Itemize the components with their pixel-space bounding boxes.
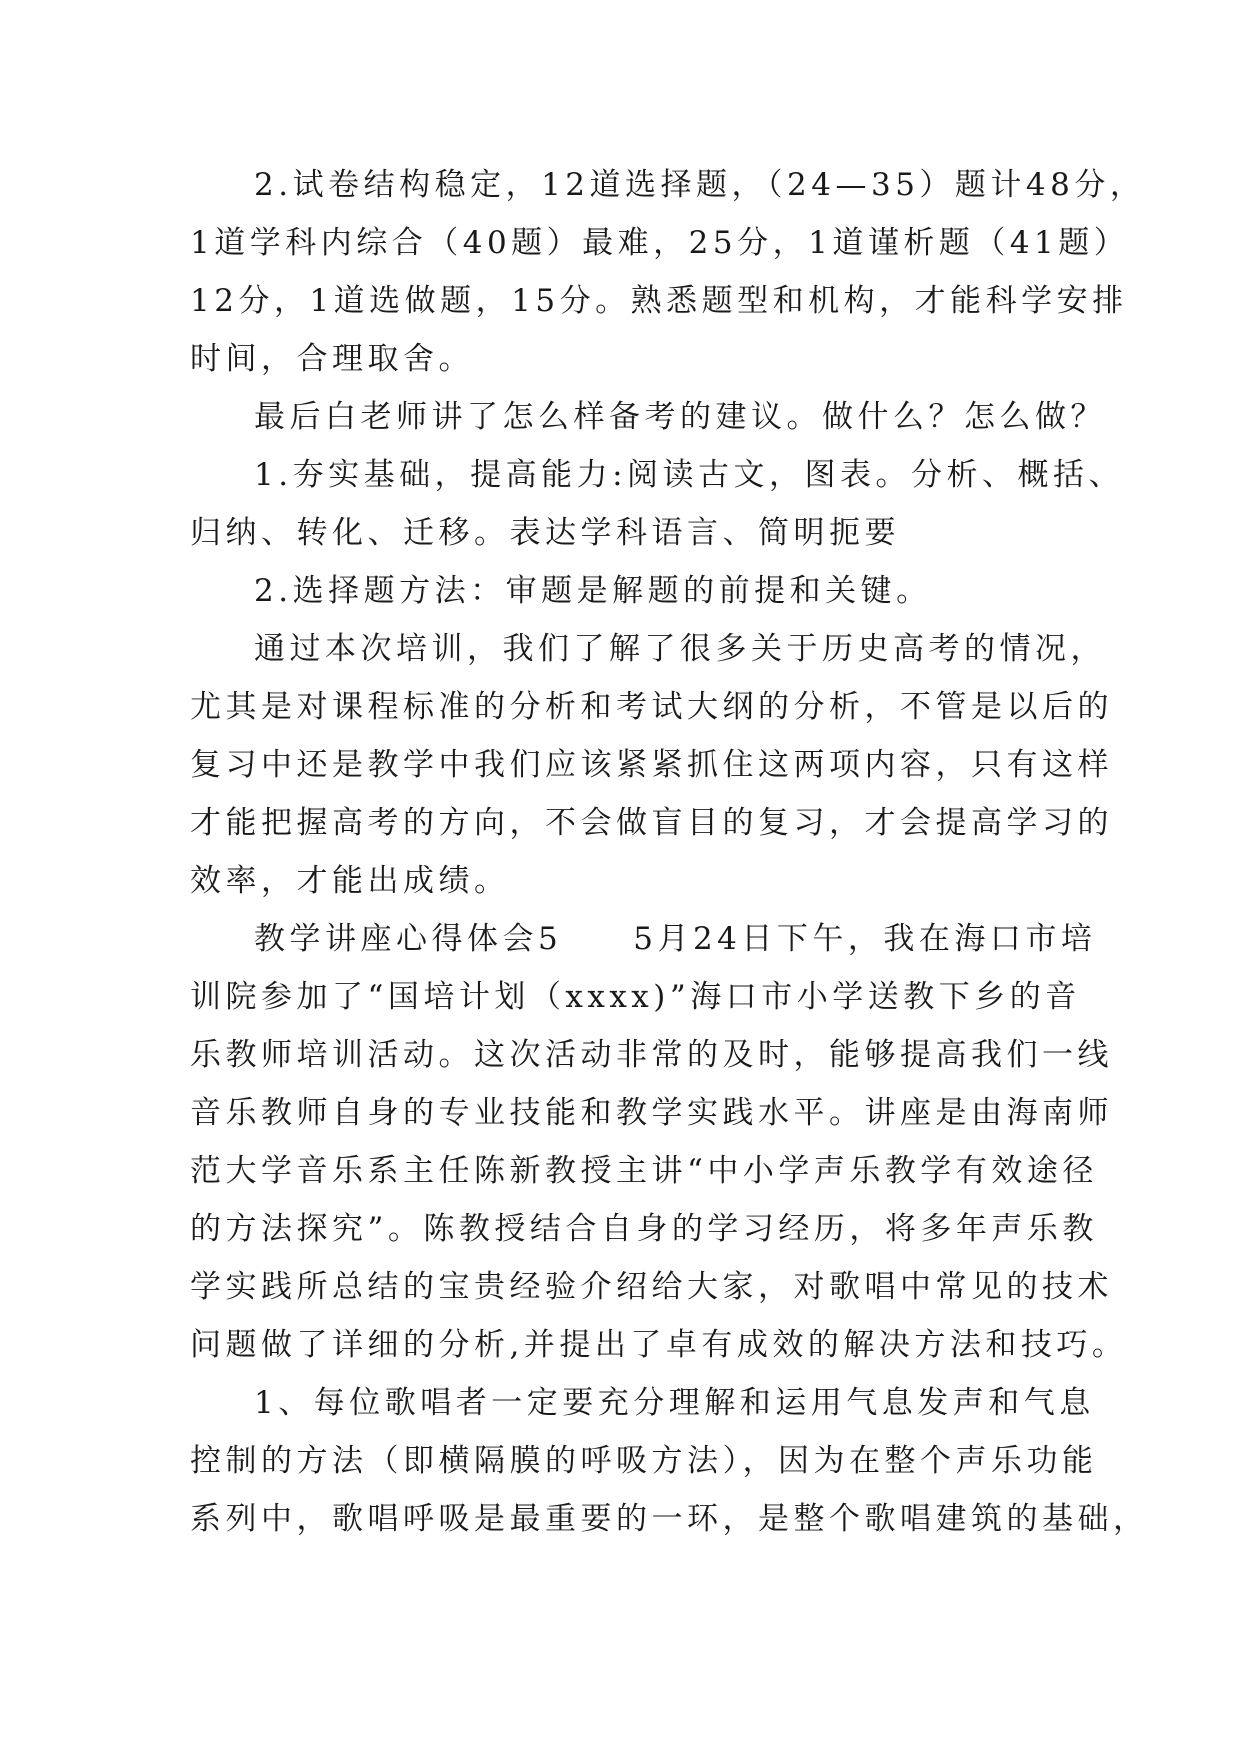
text-line: 1道学科内综合（40题）最难，25分，1道谨析题（41题） — [190, 225, 1130, 261]
text-line: 训院参加了“国培计划（xxxx)”海口市小学送教下乡的音 — [190, 979, 1081, 1015]
text-line: 12分，1道选做题，15分。熟悉题型和机构，才能科学安排 — [190, 283, 1128, 319]
text-line: 复习中还是教学中我们应该紧紧抓住这两项内容，只有这样 — [190, 747, 1113, 783]
text-line: 的方法探究”。陈教授结合自身的学习经历，将多年声乐教 — [190, 1211, 1098, 1247]
text-line: 1、每位歌唱者一定要充分理解和运用气息发声和气息 — [254, 1385, 1095, 1421]
text-line: 通过本次培训，我们了解了很多关于历史高考的情况， — [254, 631, 1106, 667]
text-line: 归纳、转化、迁移。表达学科语言、简明扼要 — [190, 515, 900, 551]
text-line: 教学讲座心得体会5 5月24日下午，我在海口市培 — [254, 921, 1097, 957]
text-line: 2.选择题方法：审题是解题的前提和关键。 — [254, 573, 932, 609]
text-line: 范大学音乐系主任陈新教授主讲“中小学声乐教学有效途径 — [190, 1153, 1098, 1189]
text-line: 尤其是对课程标准的分析和考试大纲的分析，不管是以后的 — [190, 689, 1113, 725]
text-line: 才能把握高考的方向，不会做盲目的复习，才会提高学习的 — [190, 805, 1113, 841]
text-line: 最后白老师讲了怎么样备考的建议。做什么？怎么做？ — [254, 399, 1106, 435]
text-line: 问题做了详细的分析,并提出了卓有成效的解决方法和技巧。 — [190, 1327, 1128, 1363]
text-line: 时间，合理取舍。 — [190, 341, 474, 377]
text-line: 1.夯实基础，提高能力:阅读古文，图表。分析、概括、 — [254, 457, 1125, 493]
text-line: 控制的方法（即横隔膜的呼吸方法），因为在整个声乐功能 — [190, 1443, 1098, 1479]
text-line: 乐教师培训活动。这次活动非常的及时，能够提高我们一线 — [190, 1037, 1113, 1073]
text-line: 音乐教师自身的专业技能和教学实践水平。讲座是由海南师 — [190, 1095, 1113, 1131]
text-line: 系列中，歌唱呼吸是最重要的一环，是整个歌唱建筑的基础， — [190, 1501, 1149, 1537]
text-line: 效率，才能出成绩。 — [190, 863, 510, 899]
text-line: 学实践所总结的宝贵经验介绍给大家，对歌唱中常见的技术 — [190, 1269, 1113, 1305]
text-line: 2.试卷结构稳定，12道选择题，（24—35）题计48分， — [254, 167, 1146, 203]
